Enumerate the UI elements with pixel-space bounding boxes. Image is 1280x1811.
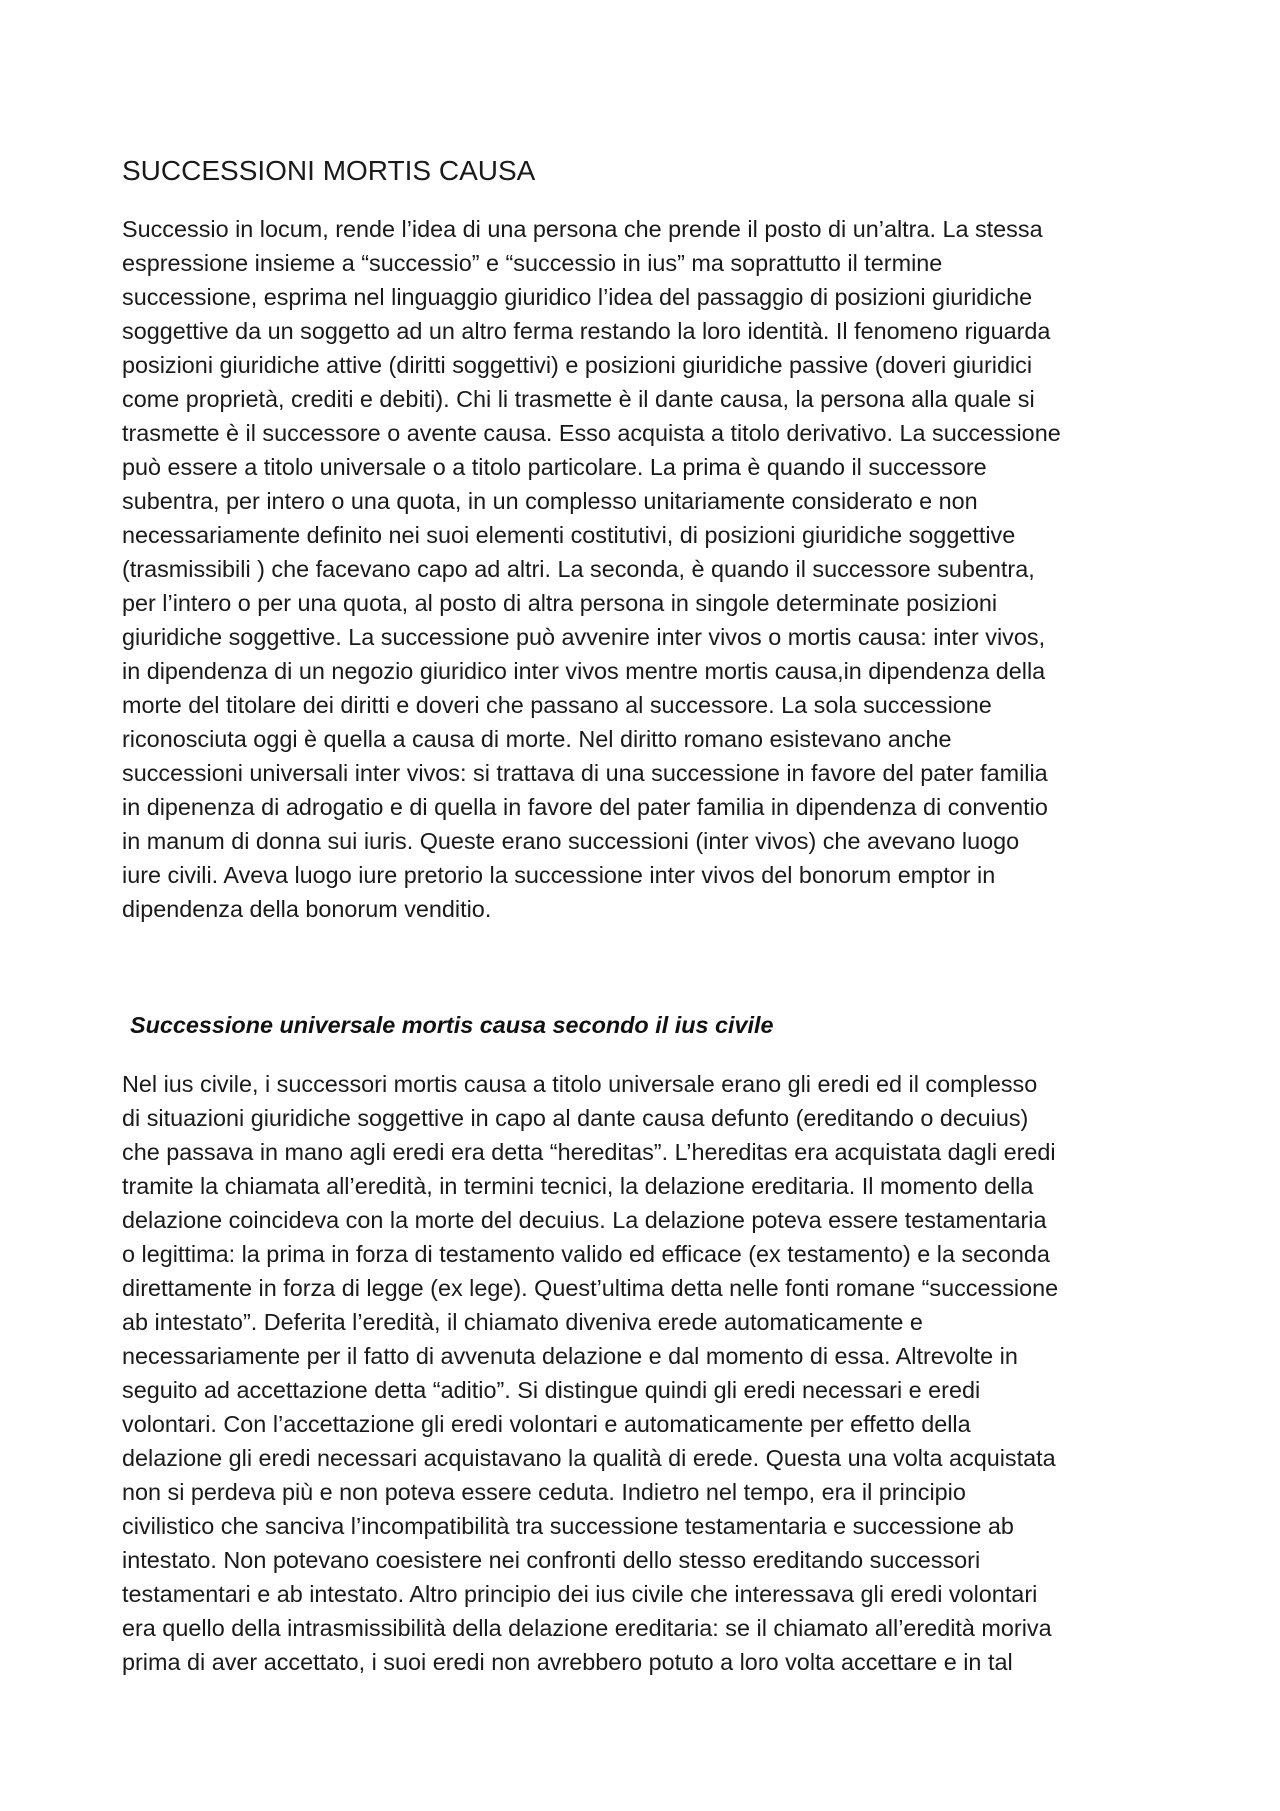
- paragraph-line: morte del titolare dei diritti e doveri che passano al successore. La sola successione: [122, 692, 992, 718]
- paragraph-line: soggettive da un soggetto ad un altro ferma restando la loro identità. Il fenomeno riguarda: [122, 318, 1051, 344]
- paragraph-line: direttamente in forza di legge (ex lege). Quest’ultima detta nelle fonti romane “successione: [122, 1275, 1059, 1301]
- paragraph-line: può essere a titolo universale o a titolo particolare. La prima è quando il successore: [122, 454, 987, 480]
- paragraph-line: per l’intero o per una quota, al posto di altra persona in singole determinate posizioni: [122, 590, 998, 616]
- paragraph-line: posizioni giuridiche attive (diritti soggettivi) e posizioni giuridiche passive (doveri giuridici: [122, 352, 1033, 378]
- intro-paragraph: [122, 212, 1061, 926]
- paragraph-line: in dipenenza di adrogatio e di quella in favore del pater familia in dipendenza di conventio: [122, 794, 1048, 820]
- paragraph-line: (trasmissibili ) che facevano capo ad altri. La seconda, è quando il successore subentra,: [122, 556, 1035, 582]
- paragraph-line: necessariamente definito nei suoi elementi costitutivi, di posizioni giuridiche soggettive: [122, 522, 1016, 548]
- paragraph-line: subentra, per intero o una quota, in un complesso unitariamente considerato e non: [122, 488, 978, 514]
- paragraph-line: Nel ius civile, i successori mortis causa a titolo universale erano gli eredi ed il complesso: [122, 1071, 1038, 1097]
- paragraph-line: prima di aver accettato, i suoi eredi non avrebbero potuto a loro volta accettare e in tal: [122, 1649, 1013, 1675]
- paragraph-line: seguito ad accettazione detta “aditio”. Si distingue quindi gli eredi necessari e eredi: [122, 1377, 981, 1403]
- paragraph-line: testamentari e ab intestato. Altro principio dei ius civile che interessava gli eredi volontari: [122, 1581, 1038, 1607]
- paragraph-line: giuridiche soggettive. La successione può avvenire inter vivos o mortis causa: inter vivos,: [122, 624, 1046, 650]
- paragraph-line: in dipendenza di un negozio giuridico inter vivos mentre mortis causa,in dipendenza della: [122, 658, 1046, 684]
- paragraph-line: che passava in mano agli eredi era detta “hereditas”. L’hereditas era acquistata dagli eredi: [122, 1139, 1056, 1165]
- paragraph-line: successione, esprima nel linguaggio giuridico l’idea del passaggio di posizioni giuridiche: [122, 284, 1033, 310]
- paragraph-line: espressione insieme a “successio” e “successio in ius” ma soprattutto il termine: [122, 250, 943, 276]
- paragraph-line: non si perdeva più e non poteva essere ceduta. Indietro nel tempo, era il principio: [122, 1479, 966, 1505]
- paragraph-line: riconosciuta oggi è quella a causa di morte. Nel diritto romano esistevano anche: [122, 726, 952, 752]
- paragraph-line: in manum di donna sui iuris. Queste erano successioni (inter vivos) che avevano luogo: [122, 828, 1020, 854]
- paragraph-line: Successio in locum, rende l’idea di una persona che prende il posto di un’altra. La stessa: [122, 216, 1043, 242]
- paragraph-line: volontari. Con l’accettazione gli eredi volontari e automaticamente per effetto della: [122, 1411, 971, 1437]
- paragraph-line: trasmette è il successore o avente causa. Esso acquista a titolo derivativo. La successione: [122, 420, 1061, 446]
- page-title: SUCCESSIONI MORTIS CAUSA: [122, 155, 536, 186]
- paragraph-line: intestato. Non potevano coesistere nei confronti dello stesso ereditando successori: [122, 1547, 981, 1573]
- paragraph-line: o legittima: la prima in forza di testamento valido ed efficace (ex testamento) e la seconda: [122, 1241, 1050, 1267]
- paragraph-line: successioni universali inter vivos: si trattava di una successione in favore del pater familia: [122, 760, 1048, 786]
- section-paragraph: [122, 1067, 1058, 1679]
- section-heading: Successione universale mortis causa secondo il ius civile: [130, 1012, 774, 1038]
- paragraph-line: iure civili. Aveva luogo iure pretorio la successione inter vivos del bonorum emptor in: [122, 862, 996, 888]
- paragraph-line: di situazioni giuridiche soggettive in capo al dante causa defunto (ereditando o decuius): [122, 1105, 1029, 1131]
- paragraph-line: necessariamente per il fatto di avvenuta delazione e dal momento di essa. Altrevolte in: [122, 1343, 1018, 1369]
- paragraph-line: civilistico che sanciva l’incompatibilità tra successione testamentaria e successione ab: [122, 1513, 1014, 1539]
- paragraph-line: tramite la chiamata all’eredità, in termini tecnici, la delazione ereditaria. Il momento della: [122, 1173, 1034, 1199]
- paragraph-line: delazione coincideva con la morte del decuius. La delazione poteva essere testamentaria: [122, 1207, 1047, 1233]
- paragraph-line: ab intestato”. Deferita l’eredità, il chiamato diveniva erede automaticamente e: [122, 1309, 923, 1335]
- paragraph-line: come proprietà, crediti e debiti). Chi li trasmette è il dante causa, la persona alla quale si: [122, 386, 1035, 412]
- paragraph-line: delazione gli eredi necessari acquistavano la qualità di erede. Questa una volta acquistata: [122, 1445, 1056, 1471]
- paragraph-line: dipendenza della bonorum venditio.: [122, 896, 492, 922]
- paragraph-line: era quello della intrasmissibilità della delazione ereditaria: se il chiamato all’eredità moriva: [122, 1615, 1052, 1641]
